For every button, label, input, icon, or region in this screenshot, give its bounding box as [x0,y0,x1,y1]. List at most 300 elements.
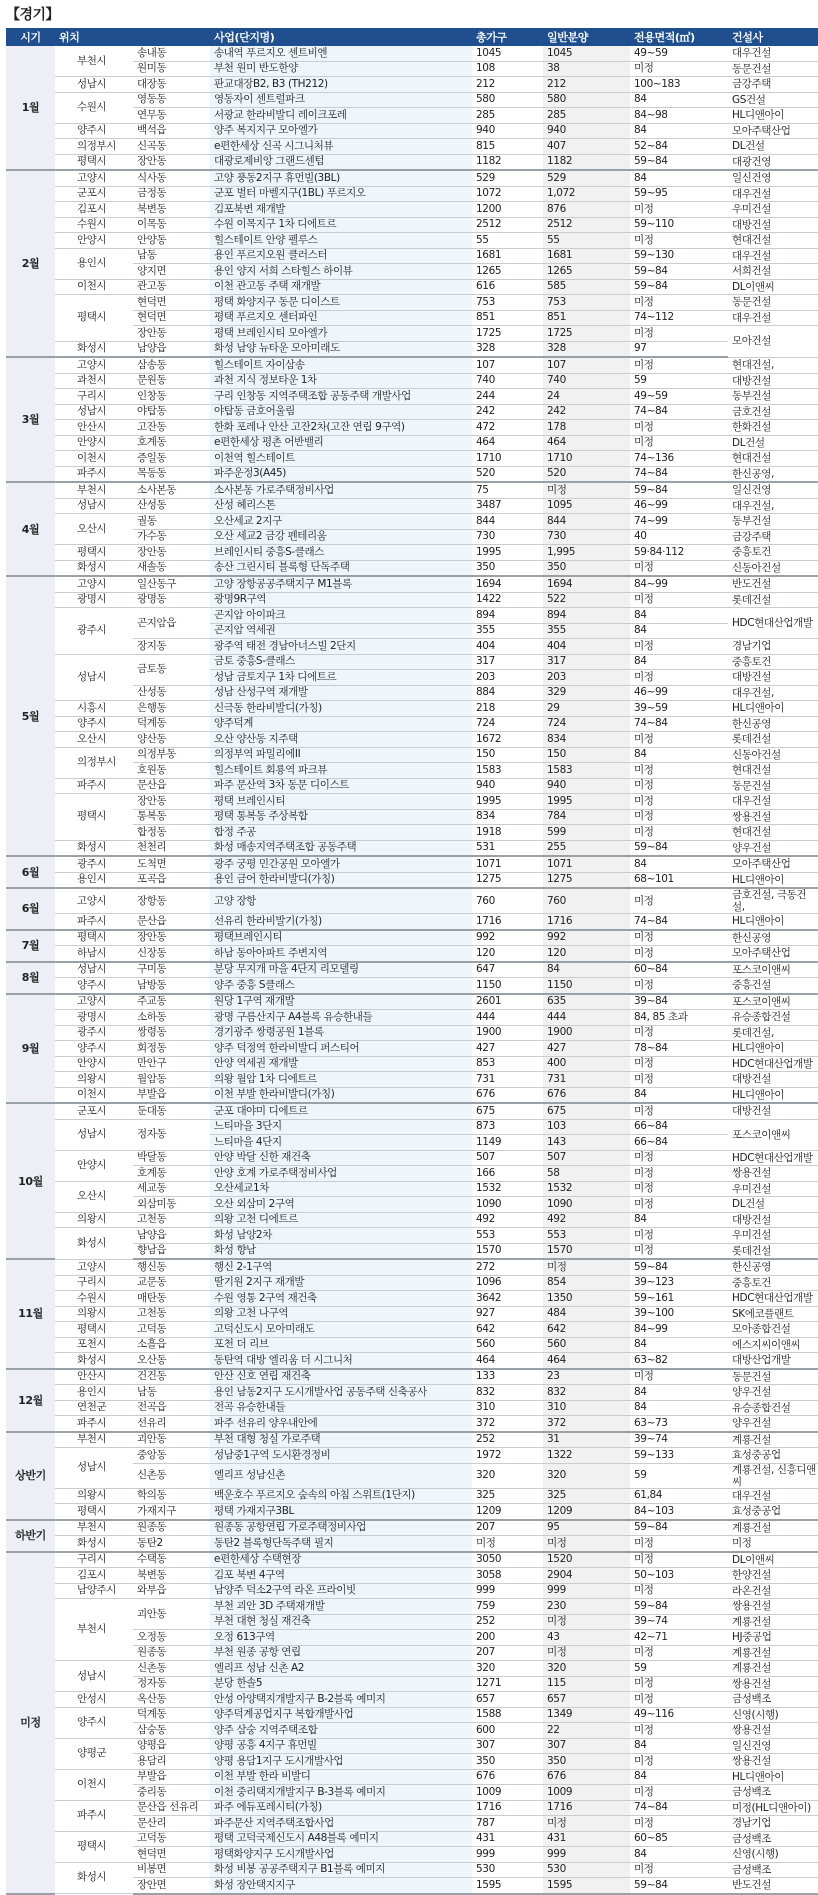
builder: HL디앤아이 [728,872,818,888]
table-row [6,248,818,264]
location-dong: 덕계동 [133,1707,210,1723]
location-dong: 영동동 [133,92,210,108]
location-city: 이천시 [55,451,133,467]
location-dong: 오정동 [133,1630,210,1646]
project-name: 경기광주 쌍령공원 1블록 [210,1025,472,1041]
general-sale: 1716 [543,914,630,930]
general-sale: 58 [543,1166,630,1182]
exclusive-area: 미정 [630,1197,728,1213]
builder: 모아주택산업 [728,946,818,962]
location-dong: 신촌동 [133,1661,210,1677]
general-sale: 657 [543,1692,630,1708]
project-name: 김포북변 재개발 [210,202,472,218]
exclusive-area: 84~98 [630,108,728,124]
project-name: 신극동 한라비발디(가칭) [210,701,472,717]
builder: 계룡건설 [728,1614,818,1630]
project-name: 엘리프 성남 신촌 A2 [210,1661,472,1677]
general-sale: 844 [543,514,630,530]
header-general-sale: 일반분양 [543,28,630,46]
total-units: 529 [472,170,543,186]
exclusive-area: 74~84 [630,466,728,482]
exclusive-area: 59~84 [630,482,728,498]
general-sale: 95 [543,1520,630,1536]
exclusive-area: 미정 [630,420,728,436]
project-name: 김포 북변 4구역 [210,1568,472,1584]
exclusive-area: 59~84 [630,279,728,295]
general-sale: 1694 [543,576,630,592]
total-units: 927 [472,1306,543,1322]
location-city: 양주시 [55,978,133,994]
total-units: 1271 [472,1676,543,1692]
total-units: 553 [472,1228,543,1244]
total-units: 1595 [472,1878,543,1894]
builder: 대우건설 [728,310,818,326]
general-sale: 553 [543,1228,630,1244]
total-units: 600 [472,1723,543,1739]
builder: HL디앤아이 [728,1769,818,1785]
general-sale: 580 [543,92,630,108]
table-row [6,654,818,670]
table-row [6,994,818,1010]
general-sale: 1045 [543,46,630,61]
total-units: 285 [472,108,543,124]
project-name: 화성 향남 [210,1243,472,1259]
exclusive-area: 74~112 [630,310,728,326]
total-units: 1681 [472,248,543,264]
total-units: 404 [472,639,543,655]
header-area: 전용면적(㎡) [630,28,728,46]
location-dong: 광명동 [133,592,210,608]
project-name: 동탄2 블록형단독주택 필지 [210,1536,472,1552]
location-city: 의정부시 [55,139,133,155]
project-name: 부천 원미 반도한양 [210,61,472,77]
total-units: 1972 [472,1448,543,1464]
builder: 모아종합건설 [728,1322,818,1338]
location-dong: 문산읍 [133,778,210,794]
general-sale: 854 [543,1275,630,1291]
total-units: 1045 [472,46,543,61]
general-sale: 1595 [543,1878,630,1894]
general-sale: 444 [543,1010,630,1026]
table-row [6,1119,818,1135]
period-cell: 7월 [6,930,55,962]
location-dong: 옥산동 [133,1692,210,1708]
exclusive-area: 미정 [630,202,728,218]
general-sale: 329 [543,685,630,701]
builder: 유승종합건설 [728,1010,818,1026]
location-dong: 합정동 [133,825,210,841]
general-sale: 143 [543,1135,630,1151]
project-name: 평택 푸르지오 센터파인 [210,310,472,326]
location-city: 부천시 [55,1520,133,1536]
table-row [6,1353,818,1369]
exclusive-area: 미정 [630,560,728,576]
exclusive-area: 74~136 [630,451,728,467]
total-units: 307 [472,1738,543,1754]
builder: 동문건설 [728,61,818,77]
general-sale: 730 [543,529,630,545]
total-units: 464 [472,1353,543,1369]
exclusive-area: 미정 [630,809,728,825]
builder: 대우건설, [728,685,818,701]
location-city: 파주시 [55,1416,133,1432]
exclusive-area: 74~99 [630,514,728,530]
exclusive-area: 미정 [630,1103,728,1119]
general-sale: 522 [543,592,630,608]
table-row [6,233,818,249]
exclusive-area: 84 [630,170,728,186]
location-dong: 현덕면 [133,1847,210,1863]
project-name: 수원 영통 2구역 재건축 [210,1291,472,1307]
general-sale: 464 [543,435,630,451]
total-units: 203 [472,670,543,686]
total-units: 1672 [472,732,543,748]
location-city: 화성시 [55,1862,133,1894]
location-city: 평택시 [55,545,133,561]
location-city: 안성시 [55,1692,133,1708]
total-units: 2512 [472,217,543,233]
location-city: 구리시 [55,389,133,405]
builder: 금성백조 [728,1692,818,1708]
total-units: 472 [472,420,543,436]
total-units: 530 [472,1862,543,1878]
exclusive-area: 59~84 [630,154,728,170]
total-units: 1090 [472,1197,543,1213]
project-name: 힐스테이트 안양 펠루스 [210,233,472,249]
builder: 롯데건설 [728,592,818,608]
project-name: e편한세상 수택현장 [210,1552,472,1568]
project-name: 양주 덕정역 한라비발디 퍼스티어 [210,1041,472,1057]
location-dong: 정자동 [133,1119,210,1150]
general-sale: 507 [543,1150,630,1166]
builder: GS건설 [728,92,818,108]
project-name: 선유리 한라비발기(가칭) [210,914,472,930]
table-row [6,560,818,576]
table-row [6,962,818,978]
location-dong: 덕계동 [133,716,210,732]
page-title: 【경기】 [6,7,60,23]
total-units: 464 [472,435,543,451]
location-city: 과천시 [55,373,133,389]
builder: 쌍용건설 [728,809,818,825]
general-sale: 520 [543,466,630,482]
table-row [6,1103,818,1119]
table-row [6,295,818,311]
total-units: 1725 [472,326,543,342]
builder: 일신건영 [728,1738,818,1754]
location-city: 성남시 [55,77,133,93]
project-name: 야탑동 금호어울림 [210,404,472,420]
project-name: 오산 양산동 지주택 [210,732,472,748]
builder: 계룡건설 [728,1645,818,1661]
builder: 우미건설 [728,1181,818,1197]
location-city: 의정부시 [55,747,133,778]
table-row [6,716,818,732]
general-sale: 320 [543,1661,630,1677]
exclusive-area: 미정 [630,825,728,841]
project-name: 원당 1구역 재개발 [210,994,472,1010]
project-name: e편한세상 평촌 어반밸리 [210,435,472,451]
exclusive-area: 미정 [630,1754,728,1770]
builder: 대방건설 [728,373,818,389]
location-dong: 장안동 [133,326,210,342]
project-name: 광명 구름산지구 A4블록 유승한내들 [210,1010,472,1026]
table-row [6,1337,818,1353]
exclusive-area: 미정 [630,1552,728,1568]
total-units: 3058 [472,1568,543,1584]
builder: 반도건설 [728,576,818,592]
period-cell: 2월 [6,170,55,357]
project-name: 평택 브레인시티 [210,794,472,810]
general-sale: 731 [543,1072,630,1088]
exclusive-area: 49~59 [630,46,728,61]
location-city: 광명시 [55,1010,133,1026]
builder: HL디앤아이 [728,701,818,717]
exclusive-area: 미정 [630,357,728,373]
builder: HDC현대산업개발 [728,1150,818,1166]
location-city: 광명시 [55,592,133,608]
location-dong: 금정동 [133,186,210,202]
exclusive-area: 59~95 [630,186,728,202]
location-city: 성남시 [55,654,133,701]
exclusive-area: 미정 [630,888,728,914]
total-units: 320 [472,1463,543,1488]
project-name: 양주 삼숭 지역주택조합 [210,1723,472,1739]
location-dong: 둔대동 [133,1103,210,1119]
builder: 금성백조 [728,1785,818,1801]
builder: 동부건설 [728,514,818,530]
total-units: 1209 [472,1504,543,1520]
project-name: 광명9R구역 [210,592,472,608]
builder: HDC현대산업개발 [728,1056,818,1072]
location-city: 부천시 [55,482,133,498]
builder: 롯데건설 [728,1243,818,1259]
general-sale: 999 [543,1583,630,1599]
exclusive-area: 미정 [630,1166,728,1182]
project-name: 평택화양지구 도시개발사업 [210,1847,472,1863]
location-dong: 양지면 [133,264,210,280]
exclusive-area: 59~84 [630,1878,728,1894]
location-city: 이천시 [55,279,133,295]
builder: 포스코이앤씨 [728,1119,818,1150]
general-sale: 1009 [543,1785,630,1801]
location-city: 하남시 [55,946,133,962]
general-sale: 431 [543,1831,630,1847]
total-units: 753 [472,295,543,311]
project-name: 화성 매송지역주택조합 공동주택 [210,840,472,856]
period-cell: 8월 [6,962,55,994]
project-name: 딸기원 2지구 재개발 [210,1275,472,1291]
exclusive-area: 미정 [630,1862,728,1878]
exclusive-area: 미정 [630,233,728,249]
general-sale: 999 [543,1847,630,1863]
location-dong: 남양읍 [133,341,210,357]
location-dong: 월암동 [133,1072,210,1088]
project-name: 평택 브레인시티 모아엘가 [210,326,472,342]
total-units: 580 [472,92,543,108]
general-sale: 724 [543,716,630,732]
builder: HL디앤아이 [728,108,818,124]
location-city: 고양시 [55,357,133,373]
total-units: 999 [472,1583,543,1599]
table-row [6,1769,818,1785]
project-name: 송내역 푸르지오 센트비엔 [210,46,472,61]
period-cell: 3월 [6,357,55,482]
exclusive-area: 84 [630,1087,728,1103]
location-city: 평택시 [55,1831,133,1862]
total-units: 832 [472,1385,543,1401]
total-units: 3487 [472,498,543,514]
location-dong: 쌍령동 [133,1025,210,1041]
period-cell: 12월 [6,1369,55,1432]
general-sale: 120 [543,946,630,962]
location-city: 고양시 [55,888,133,914]
exclusive-area: 84 [630,623,728,639]
total-units: 1588 [472,1707,543,1723]
table-row [6,1181,818,1197]
table-row [6,978,818,994]
total-units: 676 [472,1769,543,1785]
location-city: 안산시 [55,420,133,436]
general-sale: 115 [543,1676,630,1692]
project-name: 화성 남양2차 [210,1228,472,1244]
exclusive-area: 74~84 [630,1800,728,1816]
total-units: 431 [472,1831,543,1847]
location-city: 광주시 [55,608,133,655]
general-sale: 529 [543,170,630,186]
period-cell: 상반기 [6,1432,55,1520]
location-city: 고양시 [55,994,133,1010]
location-city: 남양주시 [55,1583,133,1599]
table-row [6,1212,818,1228]
general-sale: 530 [543,1862,630,1878]
table-row [6,139,818,155]
location-dong: 신장동 [133,946,210,962]
builder: 금성백조 [728,1831,818,1847]
total-units: 372 [472,1416,543,1432]
total-units: 325 [472,1488,543,1504]
table-row [6,1306,818,1322]
exclusive-area: 78~84 [630,1041,728,1057]
project-name: 과천 지식 정보타운 1차 [210,373,472,389]
general-sale: 760 [543,888,630,914]
table-row [6,1488,818,1504]
table-row [6,404,818,420]
project-name: 화성 비봉 공공주택지구 B1블록 예미지 [210,1862,472,1878]
table-row [6,92,818,108]
header-period: 시기 [6,28,55,46]
builder: 신동아건설 [728,747,818,763]
table-row [6,1831,818,1847]
location-dong: 장안동 [133,794,210,810]
location-city: 평택시 [55,1504,133,1520]
general-sale: 178 [543,420,630,436]
period-cell: 6월 [6,856,55,888]
builder: 양우건설 [728,840,818,856]
location-dong: 동탄2 [133,1536,210,1552]
location-dong: 학의동 [133,1488,210,1504]
location-city: 평택시 [55,1322,133,1338]
project-name: 동탄역 대방 엘리움 더 시그니처 [210,1353,472,1369]
total-units: 1694 [472,576,543,592]
table-row [6,420,818,436]
table-row [6,1692,818,1708]
project-name: 고덕신도시 모아미래도 [210,1322,472,1338]
builder: 경남기업 [728,1816,818,1832]
project-name: 파주 문산역 3차 동문 디이스트 [210,778,472,794]
header-project: 사업(단지명) [210,28,472,46]
location-city: 부천시 [55,1599,133,1661]
period-cell: 10월 [6,1103,55,1259]
exclusive-area: 미정 [630,592,728,608]
exclusive-area: 미정 [630,946,728,962]
builder: 계룡건설 [728,1661,818,1677]
general-sale: 미정 [543,1614,630,1630]
exclusive-area: 74~84 [630,716,728,732]
total-units: 244 [472,389,543,405]
table-row [6,1536,818,1552]
total-units: 1918 [472,825,543,841]
project-name: 남양주 덕소2구역 라온 프라이빗 [210,1583,472,1599]
builder: 중흥건설 [728,978,818,994]
location-dong: 신촌동 [133,1463,210,1488]
total-units: 657 [472,1692,543,1708]
location-city: 연천군 [55,1400,133,1416]
total-units: 미정 [472,1536,543,1552]
project-name: 양평 용담1지구 도시개발사업 [210,1754,472,1770]
location-city: 용인시 [55,872,133,888]
exclusive-area: 84 [630,1769,728,1785]
project-name: 군포 벌터 마벨지구(1BL) 푸르지오 [210,186,472,202]
period-cell: 11월 [6,1259,55,1369]
project-name: 이천 관고동 주택 재개발 [210,279,472,295]
location-dong: 산성동 [133,498,210,514]
total-units: 1716 [472,914,543,930]
location-city: 성남시 [55,498,133,514]
total-units: 444 [472,1010,543,1026]
builder: 반도건설 [728,1878,818,1894]
table-row [6,77,818,93]
total-units: 759 [472,1599,543,1615]
location-dong: 산성동 [133,685,210,701]
exclusive-area: 미정 [630,1056,728,1072]
table-row [6,840,818,856]
project-name: 파주 에듀포레시티(가칭) [210,1800,472,1816]
general-sale: 255 [543,840,630,856]
table-body [6,46,818,1894]
total-units: 1096 [472,1275,543,1291]
table-row [6,1432,818,1448]
location-city: 수원시 [55,217,133,233]
exclusive-area: 39~100 [630,1306,728,1322]
location-dong: 가재지구 [133,1504,210,1520]
general-sale: 1275 [543,872,630,888]
location-city: 구리시 [55,1552,133,1568]
exclusive-area: 미정 [630,435,728,451]
location-dong: 고덕동 [133,1322,210,1338]
general-sale: 미정 [543,1816,630,1832]
general-sale: 84 [543,962,630,978]
location-dong: 수택동 [133,1552,210,1568]
table-row [6,435,818,451]
location-dong: 용담리 [133,1754,210,1770]
location-city: 시흥시 [55,701,133,717]
builder: 금강주택 [728,529,818,545]
table-row [6,466,818,482]
exclusive-area: 미정 [630,61,728,77]
table-row [6,170,818,186]
exclusive-area: 84 [630,1400,728,1416]
